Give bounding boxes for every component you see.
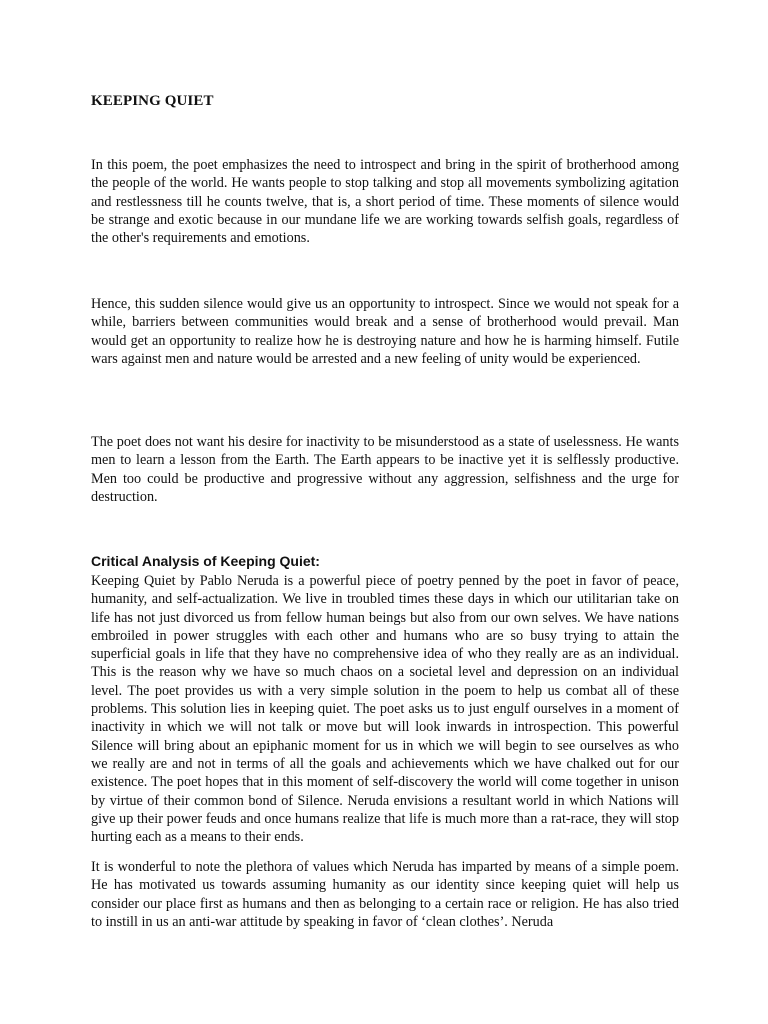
document-title: KEEPING QUIET bbox=[91, 93, 214, 109]
paragraph-inactivity: The poet does not want his desire for inactivity to be misunderstood as a state of uselessness. He wants men to learn a lesson from the Earth. The Earth appears to be inactive yet it is selflessly productive. Men too could be productive and progressive without any aggression, selfishness and the urge for destruction. bbox=[91, 434, 679, 505]
paragraph-intro: In this poem, the poet emphasizes the need to introspect and bring in the spirit of brotherhood among the people of the world. He wants people to stop talking and stop all movements symbolizing agitation and restlessness till he counts twelve, that is, a short period of time. These moments of silence would be strange and exotic because in our mundane life we are working towards selfish goals, regardless of the other's requirements and emotions. bbox=[91, 157, 679, 247]
analysis-paragraph: Keeping Quiet by Pablo Neruda is a powerful piece of poetry penned by the poet in favor of peace, humanity, and self-actualization. We live in troubled times these days in which our utilitarian take on life has not just divorced us from fellow human beings but also from our own selves. We have nations embroiled in power struggles with each other and humans who are so busy trying to attain the superficial goals in life that they have no comprehensive idea of who they really are as an individual. This is the reason why we have so much chaos on a societal level and depression on an individual level. The poet provides us with a very simple solution in the poem to help us combat all of these problems. This solution lies in keeping quiet. The poet asks us to just engulf ourselves in a moment of inactivity in which we will not talk or move but will look inwards in introspection. This powerful Silence will bring about an epiphanic moment for us in which we will begin to see ourselves as who we really are and not in terms of all the goals and achievements which we have chalked out for our existence. The poet hopes that in this moment of self-discovery the world will come together in unison by virtue of their common bond of Silence. Neruda envisions a resultant world in which Nations will give up their power feuds and once humans realize that life is much more than a rat-race, they will stop hurting each as a means to their ends. bbox=[91, 573, 679, 846]
paragraph-silence: Hence, this sudden silence would give us an opportunity to introspect. Since we would not speak for a while, barriers between communities would break and a sense of brotherhood would prevail. Man would get an opportunity to realize how he is destroying nature and how he is harming himself. Futile wars against men and nature would be arrested and a new feeling of unity would be experienced. bbox=[91, 296, 679, 367]
analysis-heading: Critical Analysis of Keeping Quiet: bbox=[91, 553, 320, 569]
values-paragraph: It is wonderful to note the plethora of values which Neruda has imparted by means of a simple poem. He has motivated us towards assuming humanity as our identity since keeping quiet will help us consider our place first as humans and then as belonging to a certain race or religion. He has also tried to instill in us an anti-war attitude by speaking in favor of ‘clean clothes’. Neruda bbox=[91, 859, 679, 930]
